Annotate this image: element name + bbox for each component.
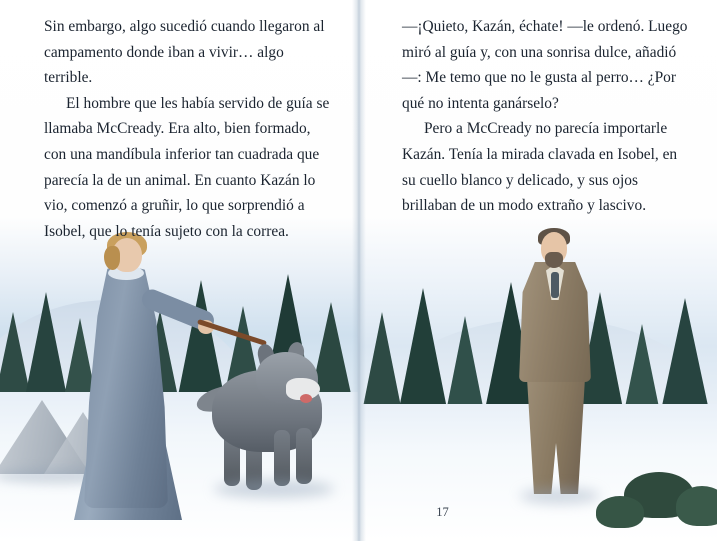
- man-shadow: [520, 488, 600, 504]
- dog-leg-front-1: [274, 430, 290, 486]
- dog-leg-front-2: [296, 428, 312, 484]
- dog-tongue: [300, 394, 312, 403]
- man-beard: [545, 252, 563, 268]
- woman-hair-side: [104, 246, 120, 270]
- right-paragraph-1: —¡Quieto, Kazán, échate! —le ordenó. Luego miró al guía y, con una sonrisa dulce, añadió—: Me temo que no le gusta al perro… ¿Por qué no intenta ganárselo?: [402, 18, 688, 112]
- right-paragraph-2: Pero a McCready no parecía importarle Kazán. Tenía la mirada clavada en Isobel, en su cuello blanco y delicado, y sus ojos brillaban de un modo extraño y lascivo.: [402, 120, 678, 215]
- dog-shadow: [214, 480, 334, 498]
- left-paragraph-1: Sin embargo, algo sucedió cuando llegaron al campamento donde iban a vivir… algo terrible.: [44, 18, 325, 87]
- right-page-text: [402, 14, 692, 219]
- man-tie: [551, 272, 559, 298]
- page-number-value: 17: [436, 505, 449, 519]
- left-paragraph-2: El hombre que les había servido de guía se llamaba McCready. Era alto, bien formado, con una mandíbula inferior tan cuadrada que parecía la de un animal. En cuanto Kazán lo vio, comenzó a gruñir, lo que sorprendió a Isobel, que lo tenía sujeto con la correa.: [44, 94, 330, 240]
- page-number: [0, 505, 717, 520]
- left-page-text: [44, 14, 334, 244]
- book-spine: [352, 0, 366, 541]
